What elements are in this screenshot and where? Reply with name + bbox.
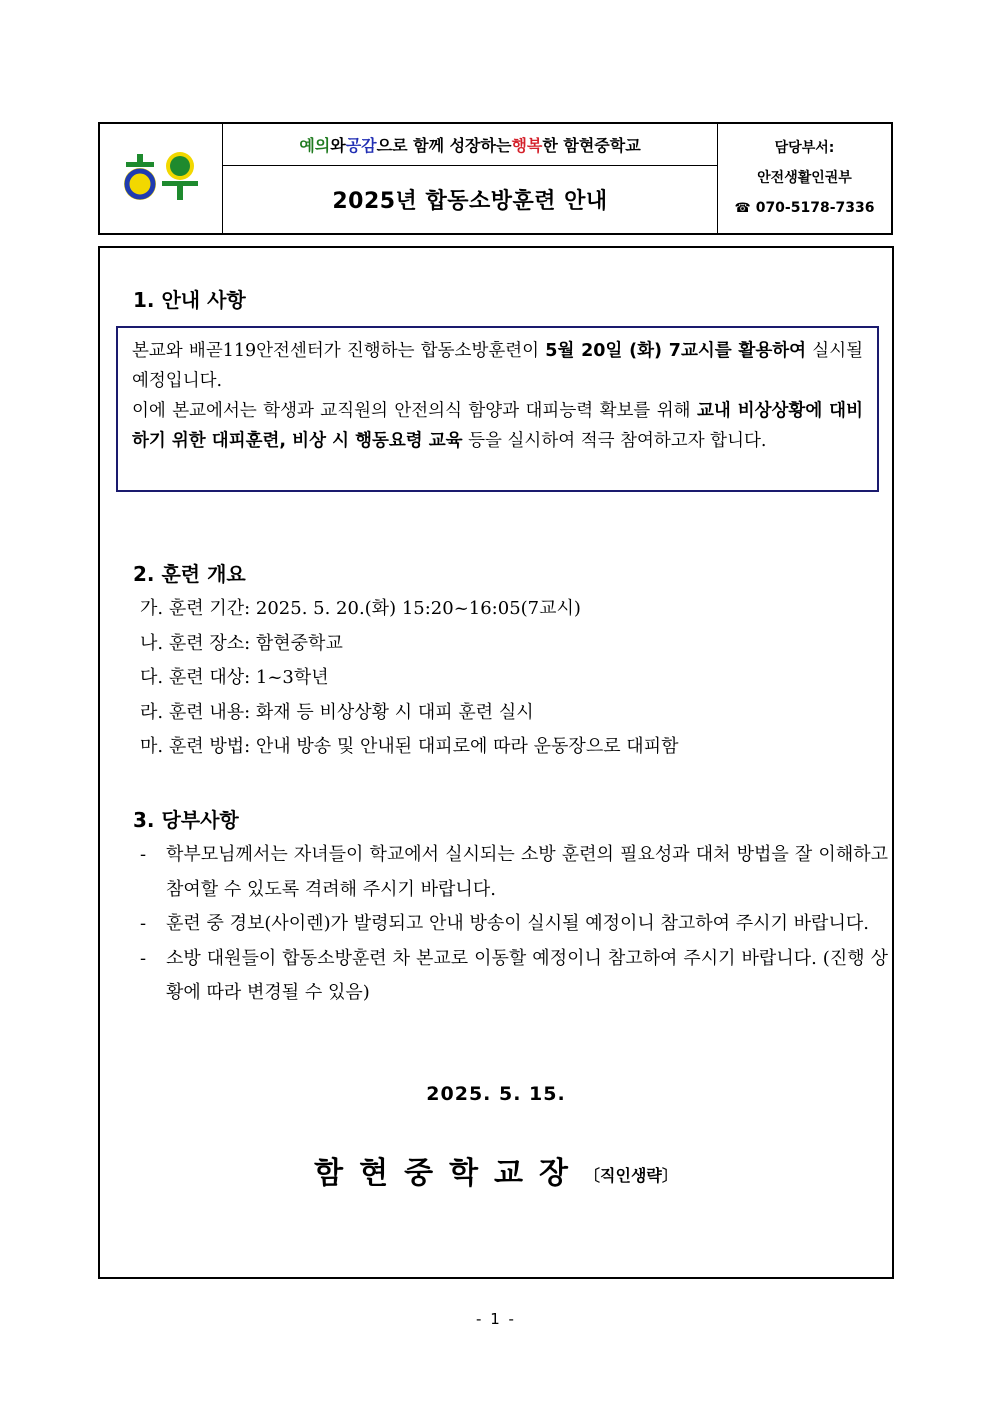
bullet-dash: -: [140, 947, 147, 969]
school-slogan: [223, 124, 717, 166]
phone-icon: ☎: [734, 201, 751, 216]
slogan-courtesy: 예의: [299, 136, 331, 155]
department-cell: [718, 124, 891, 233]
slogan-text: 한 함현중학교: [542, 136, 641, 155]
notice-box: [116, 326, 879, 492]
overview-item: 가. 훈련 기간: 2025. 5. 20.(화) 15:20~16:05(7교시): [140, 598, 581, 619]
training-overview: [140, 592, 860, 765]
notice-text: 이에 본교에서는 학생과 교직원의 안전의식 함양과 대피능력 확보를 위해: [132, 401, 697, 421]
notice-text: 실시될 예정입니다.: [132, 341, 863, 391]
slogan-empathy: 공감: [345, 136, 377, 155]
page-number: - 1 -: [476, 1310, 516, 1328]
request-list: [136, 838, 888, 1011]
document-header: [98, 122, 893, 235]
notice-emphasis: 5월 20일 (화) 7교시를 활용하여: [545, 341, 807, 361]
title-cell: [223, 124, 718, 233]
section-title-overview: 2. 훈련 개요: [133, 562, 246, 586]
request-item: [136, 942, 888, 1011]
slogan-text: 와: [330, 136, 346, 155]
overview-item: 나. 훈련 장소: 함현중학교: [140, 632, 343, 654]
principal-signature: [100, 1148, 892, 1192]
school-logo-icon: [122, 148, 202, 204]
section-title-requests: 3. 당부사항: [133, 808, 239, 832]
request-item: [136, 907, 888, 942]
overview-item: 라. 훈련 내용: 화재 등 비상상황 시 대피 훈련 실시: [140, 701, 534, 723]
overview-item: 다. 훈련 대상: 1~3학년: [140, 667, 329, 688]
department-label: 담당부서:: [774, 140, 835, 156]
seal-omitted-note: 〔직인생략〕: [584, 1166, 678, 1185]
request-text: 소방 대원들이 합동소방훈련 차 본교로 이동할 예정이니 참고하여 주시기 바랍니다. (진행 상황에 따라 변경될 수 있음): [166, 947, 888, 1003]
notice-text: 등을 실시하여 적극 참여하고자 합니다.: [462, 431, 767, 451]
request-text: 훈련 중 경보(사이렌)가 발령되고 안내 방송이 실시될 예정이니 참고하여 주시기 바랍니다.: [166, 913, 869, 934]
overview-item: 마. 훈련 방법: 안내 방송 및 안내된 대피로에 따라 운동장으로 대피함: [140, 736, 679, 757]
notice-emphasis: 교내 비상상황에 대비하기 위한 대피훈련, 비상 시 행동요령 교육: [132, 401, 863, 451]
logo-cell: [100, 124, 223, 233]
department-name: 안전생활인권부: [757, 170, 852, 186]
slogan-text: 으로 함께 성장하는: [376, 136, 512, 155]
document-title: 2025년 합동소방훈련 안내: [332, 189, 608, 214]
section-title-notice: 1. 안내 사항: [133, 288, 246, 312]
notice-text: 본교와 배곧119안전센터가 진행하는 합동소방훈련이: [132, 341, 546, 361]
notice-paragraph: [132, 336, 863, 396]
principal-name: 함현중학교장: [314, 1156, 585, 1191]
notice-paragraph: [132, 396, 863, 456]
request-item: [136, 838, 888, 907]
bullet-dash: -: [140, 844, 147, 865]
department-phone: [735, 193, 875, 224]
request-text: 학부모님께서는 자녀들이 학교에서 실시되는 소방 훈련의 필요성과 대처 방법을 잘 이해하고 참여할 수 있도록 격려해 주시기 바랍니다.: [166, 844, 888, 900]
slogan-happiness: 행복: [511, 136, 543, 155]
document-body: [98, 246, 894, 1279]
bullet-dash: -: [140, 913, 147, 934]
phone-number: 070-5178-7336: [755, 200, 875, 216]
issue-date: 2025. 5. 15.: [426, 1083, 566, 1105]
